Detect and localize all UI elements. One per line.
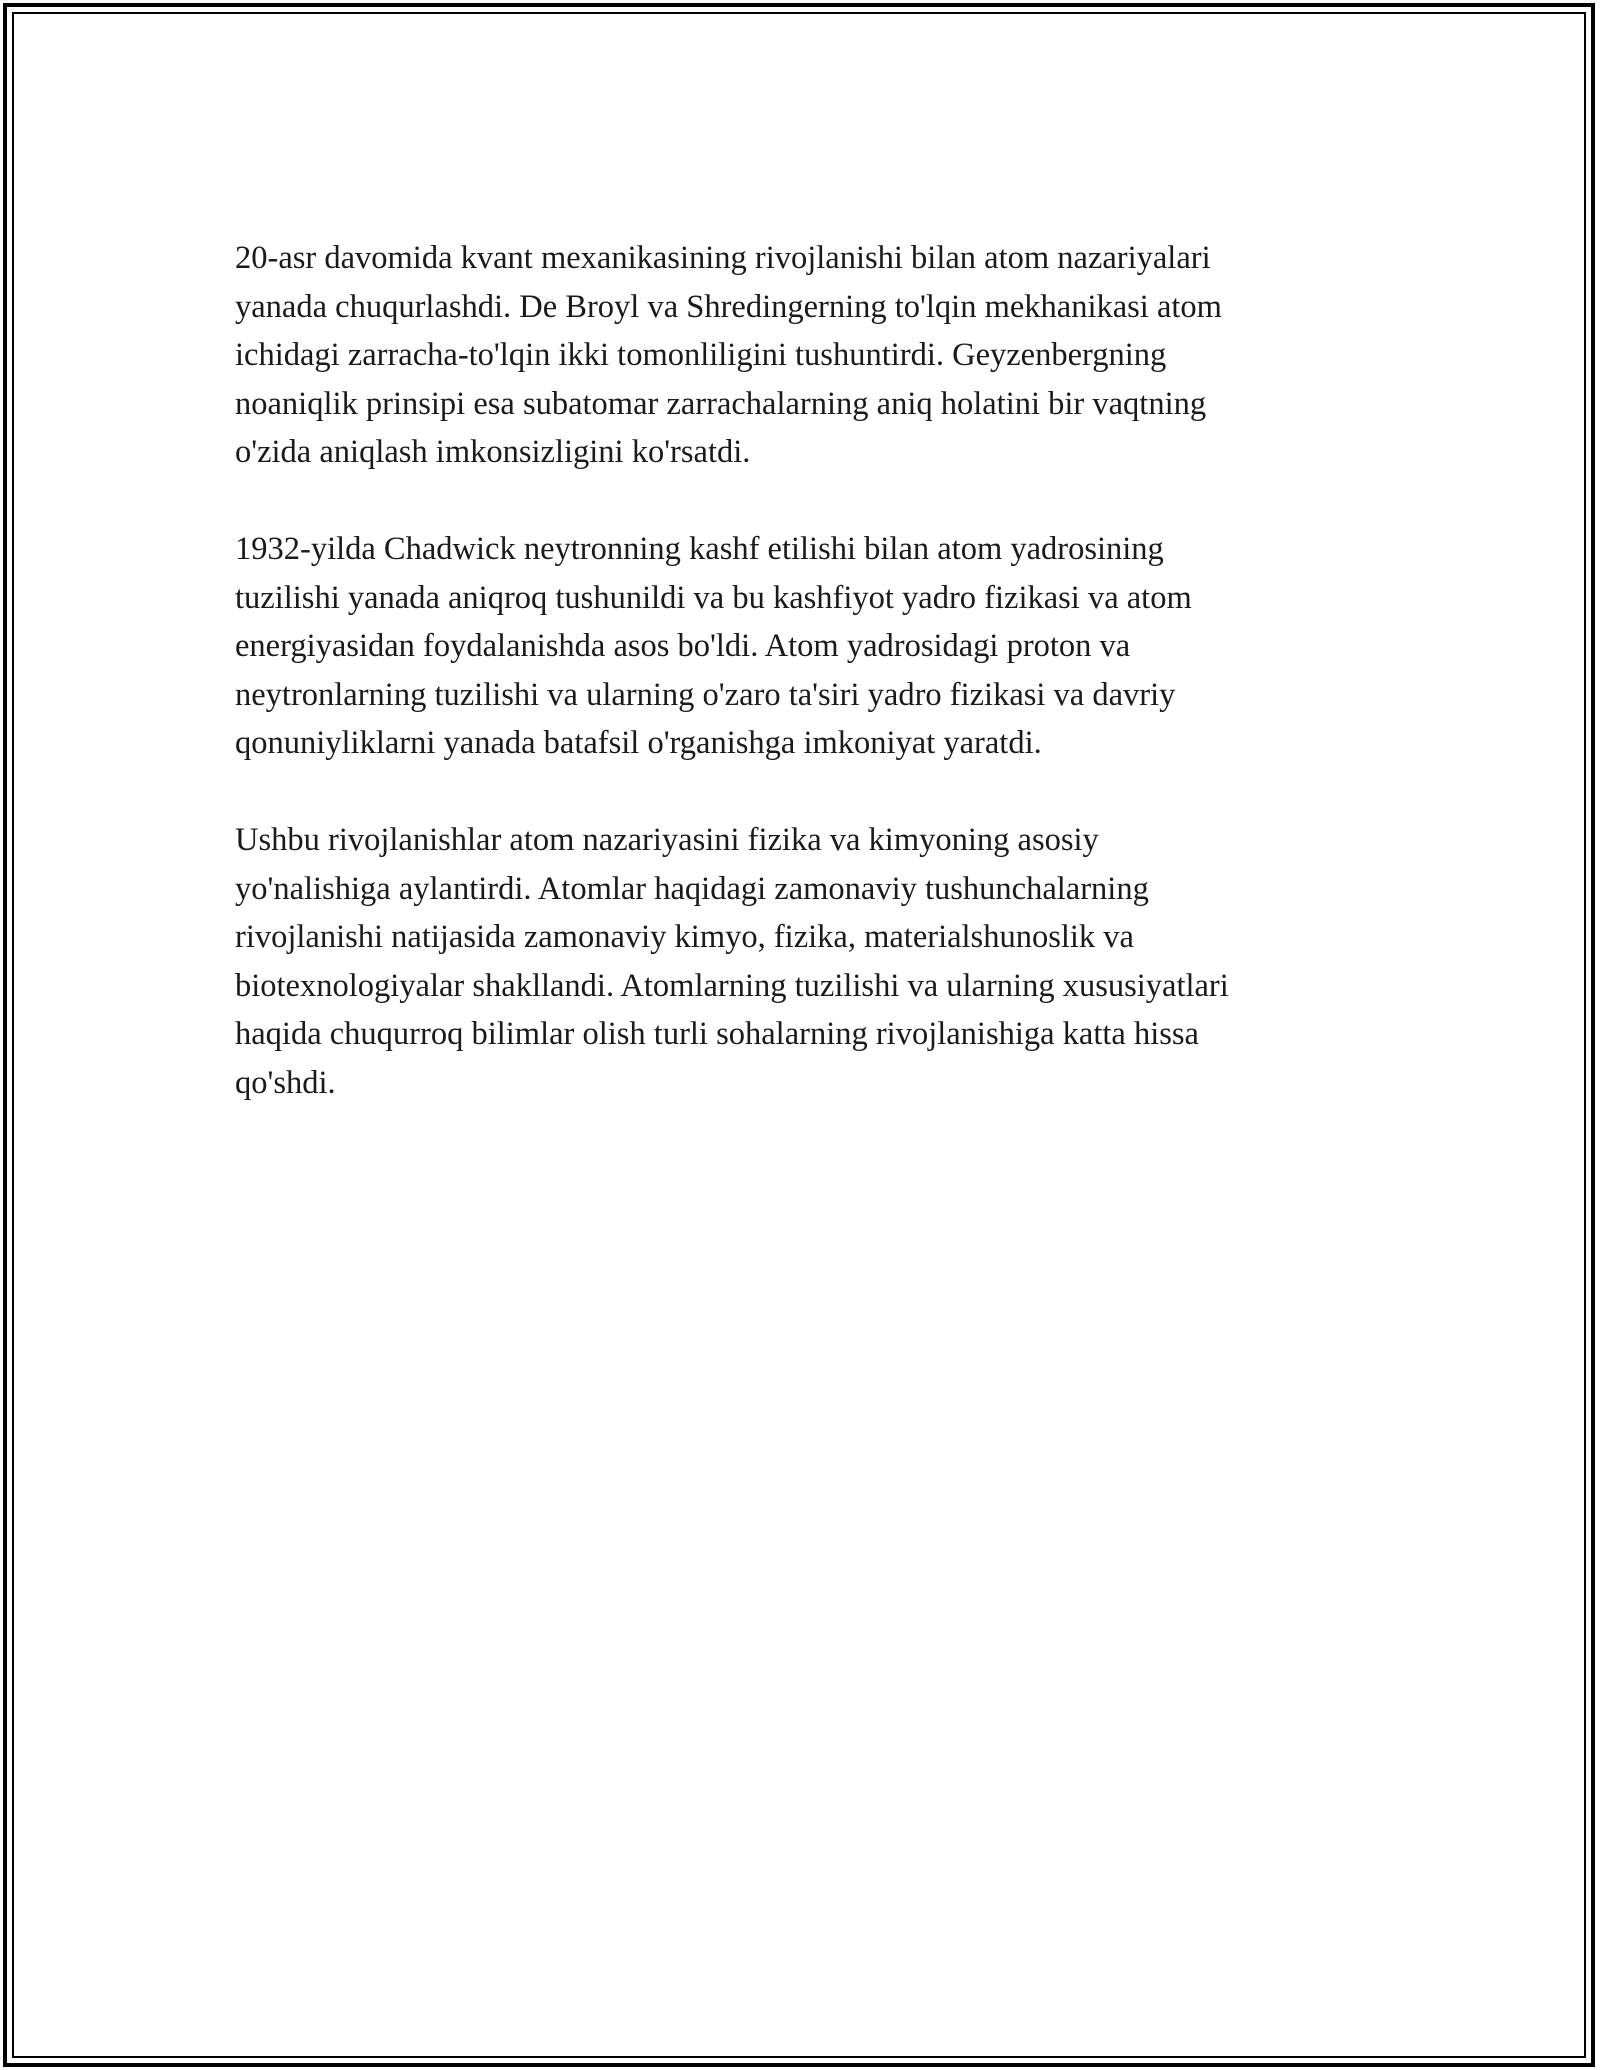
paragraph-neutron-discovery: 1932-yilda Chadwick neytronning kashf etilishi bilan atom yadrosining tuzilishi yanada aniqroq tushunildi va bu kashfiyot yadro fizikasi va atom energiyasidan foydalanishda asos bo'ldi. Atom yadrosidagi proton va neytronlarning tuzilishi va ularning o'zaro ta'siri yadro fizikasi va davriy qonuniyliklarni yanada batafsil o'rganishga imkoniyat yaratdi.	[235, 531, 1192, 761]
paragraph-quantum-mechanics: 20-asr davomida kvant mexanikasining rivojlanishi bilan atom nazariyalari yanada chuqurlashdi. De Broyl va Shredingerning to'lqin mekhanikasi atom ichidagi zarracha-to'lqin ikki tomonliligini tushuntirdi. Geyzenbergning noaniqlik prinsipi esa subatomar zarrachalarning aniq holatini bir vaqtning o'zida aniqlash imkonsizligini ko'rsatdi.	[235, 240, 1222, 470]
document-body	[235, 234, 1375, 1156]
paragraph-modern-significance: Ushbu rivojlanishlar atom nazariyasini fizika va kimyoning asosiy yo'nalishiga aylantirdi. Atomlar haqidagi zamonaviy tushunchalarning rivojlanishi natijasida zamonaviy kimyo, fizika, materialshunoslik va biotexnologiyalar shakllandi. Atomlarning tuzilishi va ularning xususiyatlari haqida chuqurroq bilimlar olish turli sohalarning rivojlanishiga katta hissa qo'shdi.	[235, 822, 1229, 1101]
